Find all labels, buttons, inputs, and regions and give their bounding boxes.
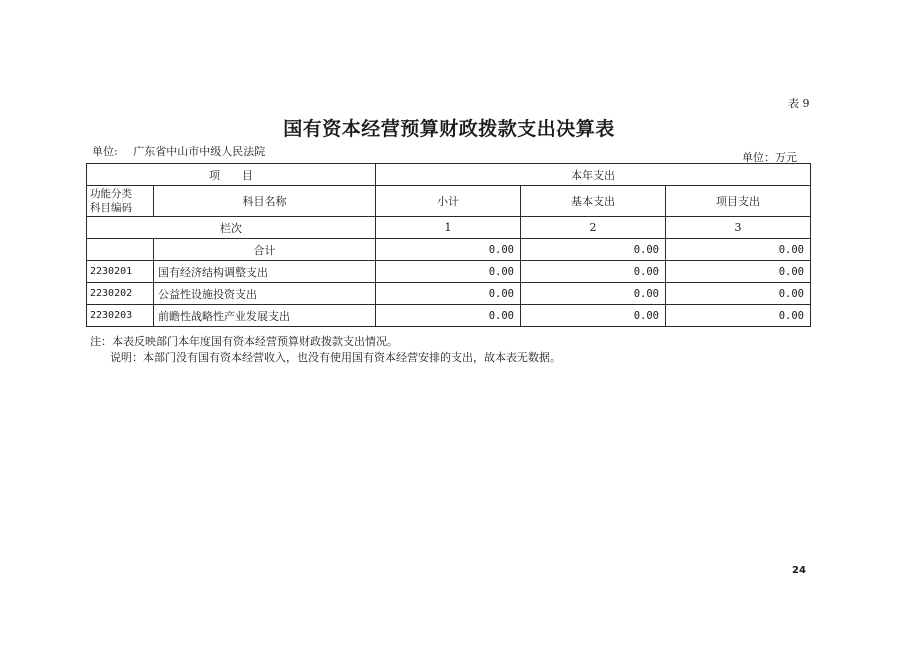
row-code: 2230203 xyxy=(87,305,154,327)
expenditure-table xyxy=(86,163,811,327)
row-subtotal: 0.00 xyxy=(376,305,521,327)
table-row xyxy=(87,283,811,305)
header-subject-name: 科目名称 xyxy=(154,186,376,217)
header-row-2 xyxy=(87,186,811,217)
row-project: 0.00 xyxy=(666,305,811,327)
table-note: 注：本表反映部门本年度国有资本经营预算财政拨款支出情况。 xyxy=(90,335,398,348)
row-basic: 0.00 xyxy=(521,305,666,327)
header-row-1 xyxy=(87,164,811,186)
column-index-2: 2 xyxy=(521,217,666,239)
column-index-1: 1 xyxy=(376,217,521,239)
total-project: 0.00 xyxy=(666,239,811,261)
column-index-label: 栏次 xyxy=(87,217,376,239)
header-category-line1: 功能分类 xyxy=(90,188,132,200)
reporting-unit-label: 单位: xyxy=(92,145,118,158)
header-item: 项 目 xyxy=(87,164,376,186)
header-basic: 基本支出 xyxy=(521,186,666,217)
row-project: 0.00 xyxy=(666,261,811,283)
row-code: 2230202 xyxy=(87,283,154,305)
column-index-3: 3 xyxy=(666,217,811,239)
total-row xyxy=(87,239,811,261)
row-subtotal: 0.00 xyxy=(376,283,521,305)
row-project: 0.00 xyxy=(666,283,811,305)
row-name: 前瞻性战略性产业发展支出 xyxy=(154,305,376,327)
row-basic: 0.00 xyxy=(521,261,666,283)
column-index-row xyxy=(87,217,811,239)
currency-unit: 单位：万元 xyxy=(742,151,797,164)
total-code-cell xyxy=(87,239,154,261)
total-basic: 0.00 xyxy=(521,239,666,261)
row-subtotal: 0.00 xyxy=(376,261,521,283)
table-number-tag: 表 9 xyxy=(788,97,810,110)
page-number: 24 xyxy=(792,565,806,576)
row-code: 2230201 xyxy=(87,261,154,283)
header-subtotal: 小计 xyxy=(376,186,521,217)
page-title: 国有资本经营预算财政拨款支出决算表 xyxy=(283,118,615,140)
header-category-code xyxy=(87,186,154,217)
total-subtotal: 0.00 xyxy=(376,239,521,261)
header-current-year: 本年支出 xyxy=(376,164,811,186)
total-label: 合计 xyxy=(154,239,376,261)
header-category-line2: 科目编码 xyxy=(90,202,132,214)
header-project: 项目支出 xyxy=(666,186,811,217)
row-name: 公益性设施投资支出 xyxy=(154,283,376,305)
table-explanation: 说明：本部门没有国有资本经营收入，也没有使用国有资本经营安排的支出，故本表无数据。 xyxy=(110,351,561,364)
reporting-unit xyxy=(92,143,265,159)
table-row xyxy=(87,261,811,283)
reporting-unit-name: 广东省中山市中级人民法院 xyxy=(133,145,266,158)
table-row xyxy=(87,305,811,327)
row-name: 国有经济结构调整支出 xyxy=(154,261,376,283)
row-basic: 0.00 xyxy=(521,283,666,305)
